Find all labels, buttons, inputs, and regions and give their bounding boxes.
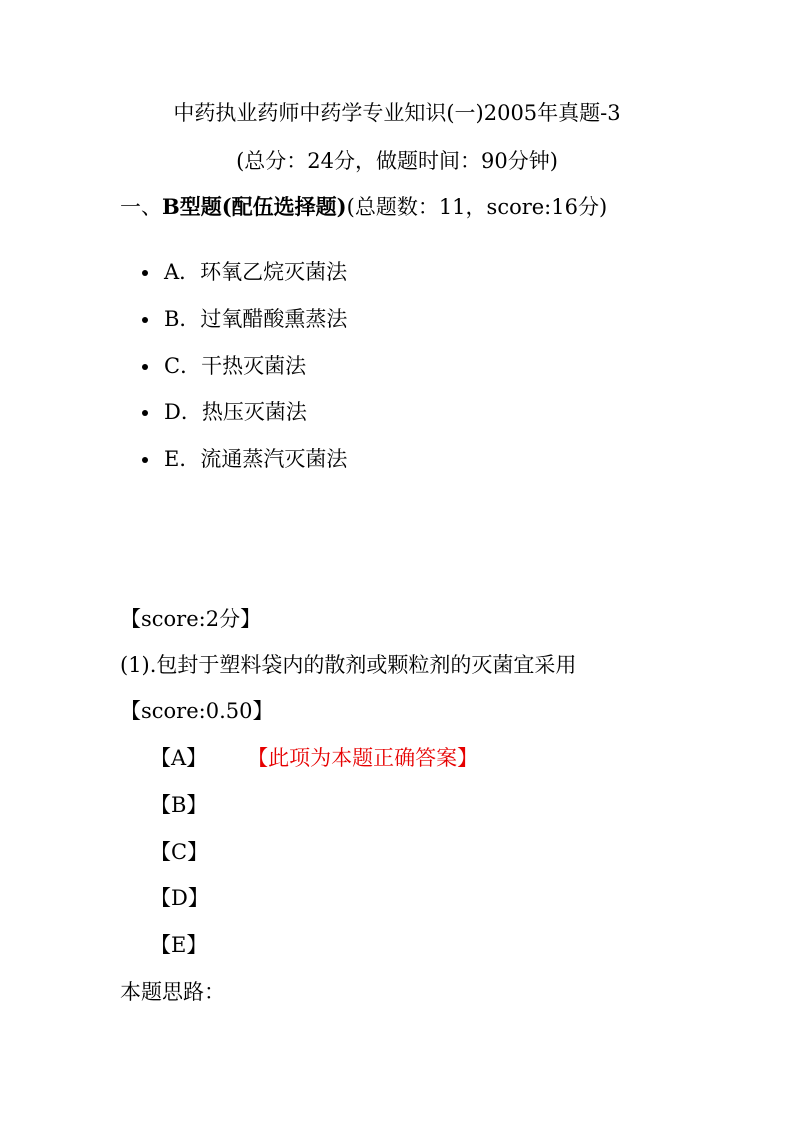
bullet-icon [142,270,148,276]
section-heading-prefix: 一、 [120,195,162,219]
section-heading-info: (总题数：11，score:16分) [346,195,608,219]
answer-option-a [150,744,478,772]
bullet-icon [142,364,148,370]
question-score: 【score:0.50】 [120,699,274,723]
answer-option-b: 【B】 [150,793,208,817]
analysis-label: 本题思路： [120,980,225,1004]
option-text: E．流通蒸汽灭菌法 [164,447,348,471]
bullet-icon [142,317,148,323]
question-text: (1).包封于塑料袋内的散剂或颗粒剂的灭菌宜采用 [120,653,577,677]
option-text: A．环氧乙烷灭菌法 [164,260,348,284]
answer-option-e: 【E】 [150,933,208,957]
document-subtitle: (总分：24分，做题时间：90分钟) [236,149,558,173]
document-title: 中药执业药师中药学专业知识(一)2005年真题-3 [173,101,621,125]
answer-option-c: 【C】 [150,840,209,864]
option-text: C．干热灭菌法 [164,354,307,378]
section-heading-type: B型题(配伍选择题) [162,194,347,219]
answer-label: 【A】 [150,746,208,770]
option-item [142,305,347,333]
option-item [142,445,347,473]
option-text: D．热压灭菌法 [164,400,307,424]
section-heading [120,193,607,221]
option-item [142,352,306,380]
correct-answer-note: 【此项为本题正确答案】 [247,746,479,770]
group-score: 【score:2分】 [120,607,262,631]
bullet-icon [142,457,148,463]
option-item [142,398,307,426]
option-item [142,258,347,286]
option-text: B．过氧醋酸熏蒸法 [164,307,348,331]
answer-option-d: 【D】 [150,886,209,910]
bullet-icon [142,410,148,416]
